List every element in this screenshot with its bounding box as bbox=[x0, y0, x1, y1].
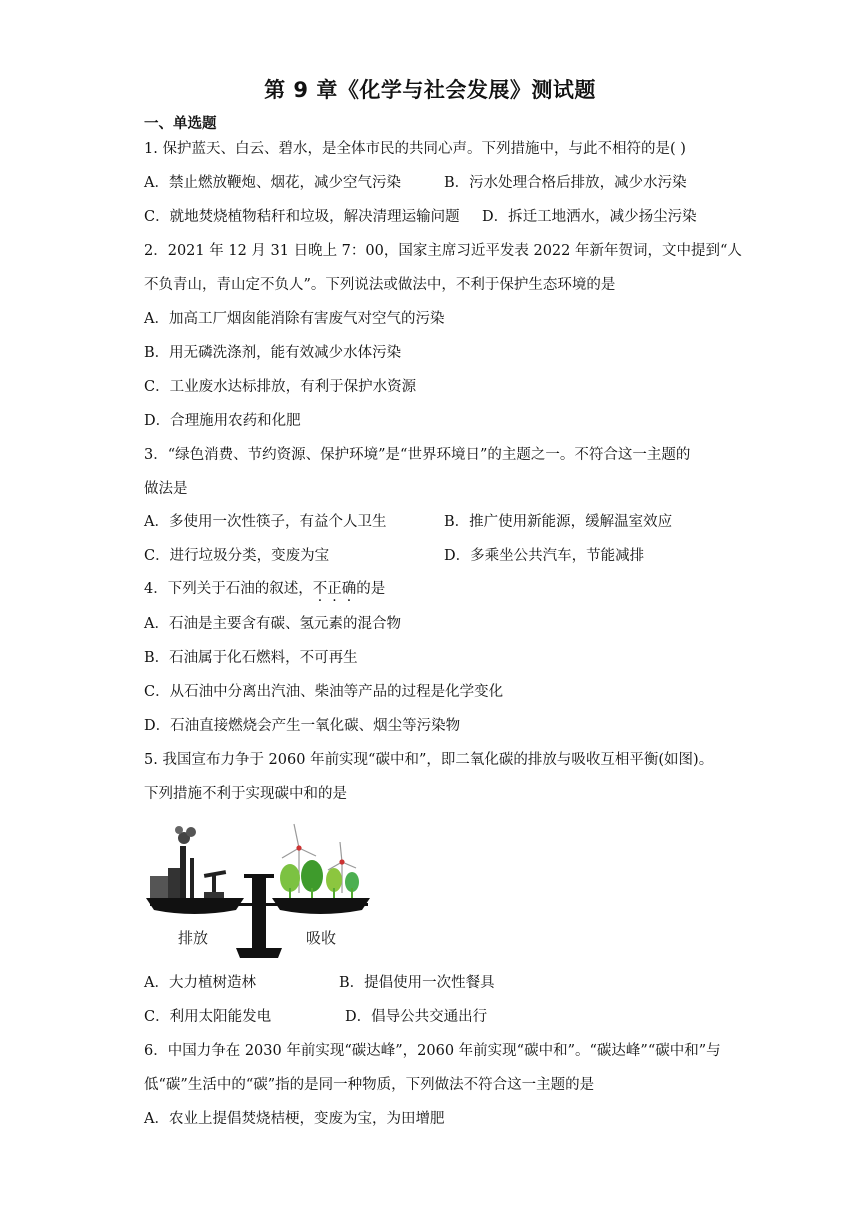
page-title: 第 9 章《化学与社会发展》测试题 bbox=[264, 78, 596, 102]
q3-stem-line2: 做法是 bbox=[144, 481, 188, 497]
q5-stem-line2: 下列措施不利于实现碳中和的是 bbox=[144, 786, 347, 802]
q4-emphasis-char-3: 确 bbox=[341, 581, 357, 597]
q1-option-d: D．拆迁工地洒水，减少扬尘污染 bbox=[482, 209, 697, 225]
q5-option-a: A．大力植树造林 bbox=[144, 975, 256, 991]
q5-option-b: B．提倡使用一次性餐具 bbox=[339, 975, 495, 991]
q1-option-b: B．污水处理合格后排放，减少水污染 bbox=[444, 175, 687, 191]
carbon-balance-figure bbox=[144, 818, 374, 958]
q1-stem: 1. 保护蓝天、白云、碧水，是全体市民的共同心声。下列措施中，与此不相符的是( ) bbox=[144, 141, 686, 157]
q2-option-b: B．用无磷洗涤剂，能有效减少水体污染 bbox=[144, 345, 402, 361]
q5-option-c: C．利用太阳能发电 bbox=[144, 1009, 272, 1025]
q1-option-c: C．就地焚烧植物秸秆和垃圾，解决清理运输问题 bbox=[144, 209, 460, 225]
section-heading: 一、单选题 bbox=[144, 116, 217, 132]
factory-icon bbox=[150, 826, 226, 898]
q2-stem-line2: 不负青山，青山定不负人”。下列说法或做法中，不利于保护生态环境的是 bbox=[144, 277, 616, 293]
q4-option-c: C．从石油中分离出汽油、柴油等产品的过程是化学变化 bbox=[144, 684, 504, 700]
q2-option-d: D．合理施用农药和化肥 bbox=[144, 413, 301, 429]
q6-stem-line1: 6．中国力争在 2030 年前实现“碳达峰”，2060 年前实现“碳中和”。“碳达峰”“碳中和”与 bbox=[144, 1043, 721, 1059]
q3-stem-line1: 3．“绿色消费、节约资源、保护环境”是“世界环境日”的主题之一。不符合这一主题的 bbox=[144, 447, 691, 463]
q2-stem-line1: 2．2021 年 12 月 31 日晚上 7：00，国家主席习近平发表 2022 年新年贺词，文中提到“人 bbox=[144, 243, 742, 259]
q4-option-a: A．石油是主要含有碳、氢元素的混合物 bbox=[144, 616, 401, 632]
q4-stem bbox=[144, 579, 385, 599]
q2-option-c: C．工业废水达标排放，有利于保护水资源 bbox=[144, 379, 417, 395]
q1-option-a: A．禁止燃放鞭炮、烟花，减少空气污染 bbox=[144, 175, 401, 191]
q5-stem-line1: 5. 我国宣布力争于 2060 年前实现“碳中和”，即二氧化碳的排放与吸收互相平衡(如图)。 bbox=[144, 752, 714, 768]
q4-stem-suffix: 的是 bbox=[356, 581, 386, 597]
q4-option-d: D．石油直接燃烧会产生一氧化碳、烟尘等污染物 bbox=[144, 718, 461, 734]
q2-option-a: A．加高工厂烟囱能消除有害废气对空气的污染 bbox=[144, 311, 445, 327]
q4-emphasis-char-2: 正 bbox=[327, 581, 342, 597]
q4-emphasis-char-1: 不 bbox=[312, 581, 328, 597]
figure-label-absorption: 吸收 bbox=[306, 929, 337, 947]
q6-stem-line2: 低“碳”生活中的“碳”指的是同一种物质，下列做法不符合这一主题的是 bbox=[144, 1077, 595, 1093]
q3-option-d: D．多乘坐公共汽车，节能减排 bbox=[444, 548, 645, 564]
figure-label-emission: 排放 bbox=[178, 929, 209, 947]
q3-option-b: B．推广使用新能源，缓解温室效应 bbox=[444, 514, 673, 530]
q4-option-b: B．石油属于化石燃料，不可再生 bbox=[144, 650, 358, 666]
q3-option-a: A．多使用一次性筷子，有益个人卫生 bbox=[144, 514, 387, 530]
q6-option-a: A．农业上提倡焚烧桔梗，变废为宝，为田增肥 bbox=[144, 1111, 445, 1127]
trees-icon bbox=[280, 860, 359, 898]
q4-stem-prefix: 4．下列关于石油的叙述， bbox=[144, 581, 313, 597]
q3-option-c: C．进行垃圾分类，变废为宝 bbox=[144, 548, 330, 564]
q5-option-d: D．倡导公共交通出行 bbox=[345, 1009, 488, 1025]
